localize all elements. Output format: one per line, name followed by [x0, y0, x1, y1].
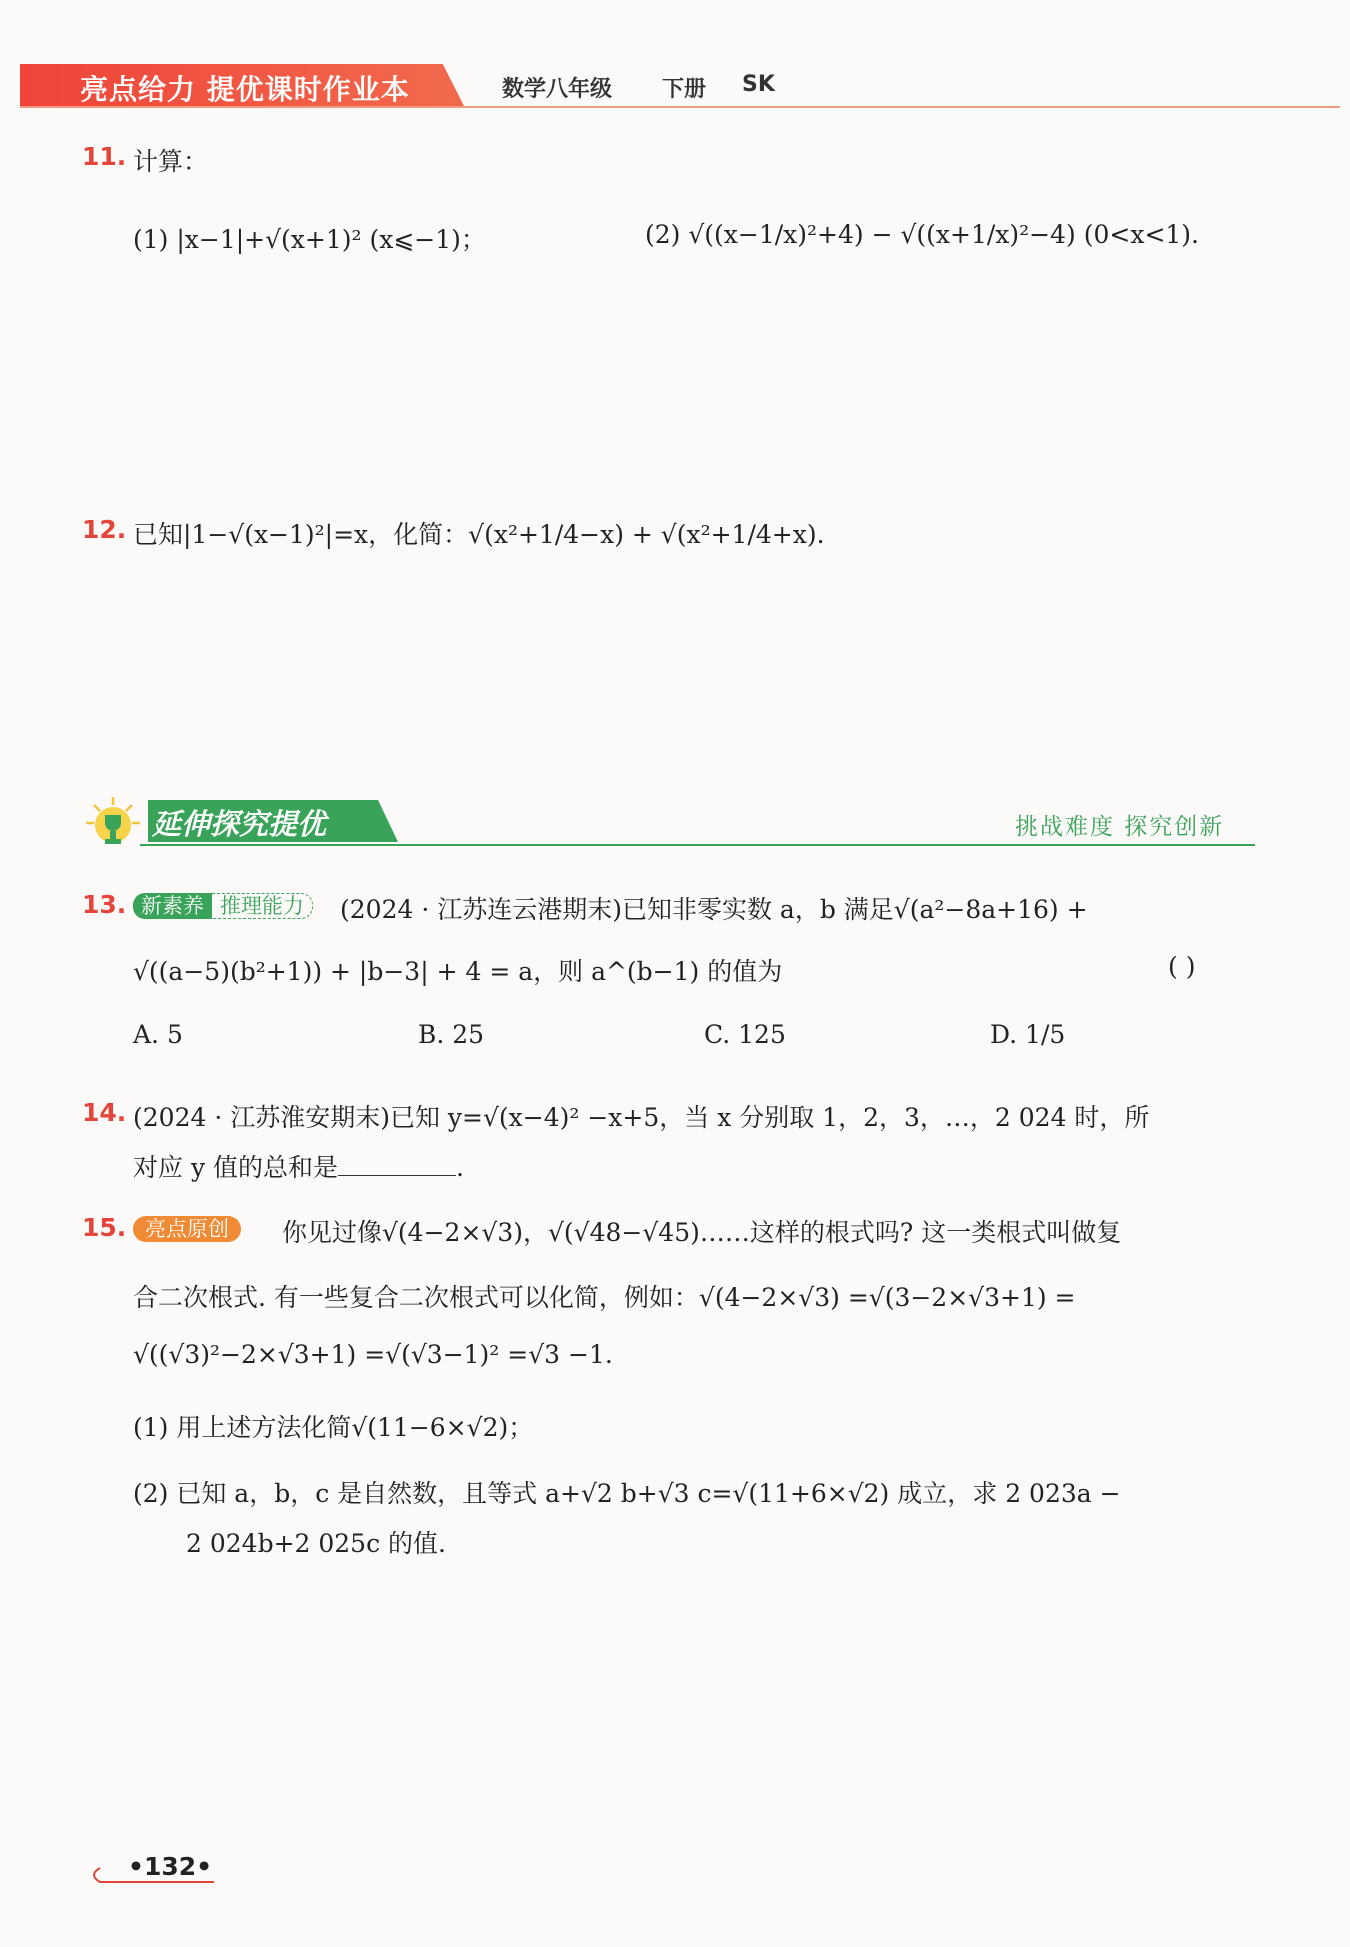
q15-line3: √((√3)²−2×√3+1) =√(√3−1)² =√3 −1. — [133, 1340, 613, 1369]
option-a: A. 5 — [133, 1020, 183, 1049]
q14-line2 — [133, 1148, 464, 1184]
q14-line2-end: . — [456, 1153, 464, 1182]
volume-label: 下册 — [662, 77, 707, 102]
q11-title: 计算： — [133, 147, 209, 176]
section-divider — [140, 844, 1255, 846]
question-number-12: 12. — [82, 515, 127, 544]
question-number-13: 13. — [82, 890, 127, 919]
q11-part1: (1) |x−1|+√(x+1)² (x⩽−1)； — [133, 225, 486, 254]
section-title: 延伸探究提优 — [152, 807, 327, 841]
tag-reasoning: 推理能力 — [212, 893, 313, 919]
header-divider — [20, 106, 1340, 108]
question-number-15: 15. — [82, 1213, 127, 1242]
subject-label: 数学八年级 — [502, 77, 613, 102]
fill-in-blank — [338, 1155, 456, 1176]
tag-original: 亮点原创 — [133, 1216, 241, 1242]
option-d: D. 1/5 — [990, 1020, 1066, 1049]
q14-line1: (2024 · 江苏淮安期末)已知 y=√(x−4)² −x+5，当 x 分别取 1，2，3，…，2 024 时，所 — [133, 1103, 1150, 1132]
q15-line1: 你见过像√(4−2×√3)，√(√48−√45)……这样的根式吗? 这一类根式叫做复 — [282, 1218, 1122, 1247]
q13-line1: (2024 · 江苏连云港期末)已知非零实数 a，b 满足√(a²−8a+16) + — [340, 895, 1088, 924]
page-number: •132• — [128, 1852, 213, 1881]
section-subtitle: 挑战难度 探究创新 — [1015, 814, 1225, 840]
q15-part1: (1) 用上述方法化简√(11−6×√2)； — [133, 1413, 534, 1442]
tag-new-literacy: 新素养 — [133, 893, 212, 919]
answer-parentheses: ( ) — [1168, 952, 1196, 981]
q12-text: 已知|1−√(x−1)²|=x，化简：√(x²+1/4−x) + √(x²+1/4+x). — [133, 520, 825, 549]
q11-part2: (2) √((x−1/x)²+4) − √((x+1/x)²−4) (0<x<1). — [645, 220, 1199, 249]
q15-line2: 合二次根式. 有一些复合二次根式可以化简，例如：√(4−2×√3) =√(3−2×√3+1) = — [133, 1283, 1076, 1312]
q13-tags — [133, 890, 313, 920]
q15-part2-line2: 2 024b+2 025c 的值. — [186, 1529, 446, 1558]
q14-line2-text: 对应 y 值的总和是 — [133, 1153, 339, 1182]
question-number-14: 14. — [82, 1098, 127, 1127]
q15-tag-wrap — [133, 1213, 241, 1243]
option-c: C. 125 — [704, 1020, 786, 1049]
q15-part2-line1: (2) 已知 a，b，c 是自然数，且等式 a+√2 b+√3 c=√(11+6×√2) 成立，求 2 023a − — [133, 1479, 1121, 1508]
q13-line2: √((a−5)(b²+1)) + |b−3| + 4 = a，则 a^(b−1) 的值为 — [133, 957, 783, 986]
trophy-icon — [84, 795, 142, 853]
question-number-11: 11. — [82, 142, 127, 171]
edition-label: SK — [742, 72, 775, 97]
option-b: B. 25 — [418, 1020, 485, 1049]
series-title: 亮点给力 提优课时作业本 — [80, 73, 410, 106]
